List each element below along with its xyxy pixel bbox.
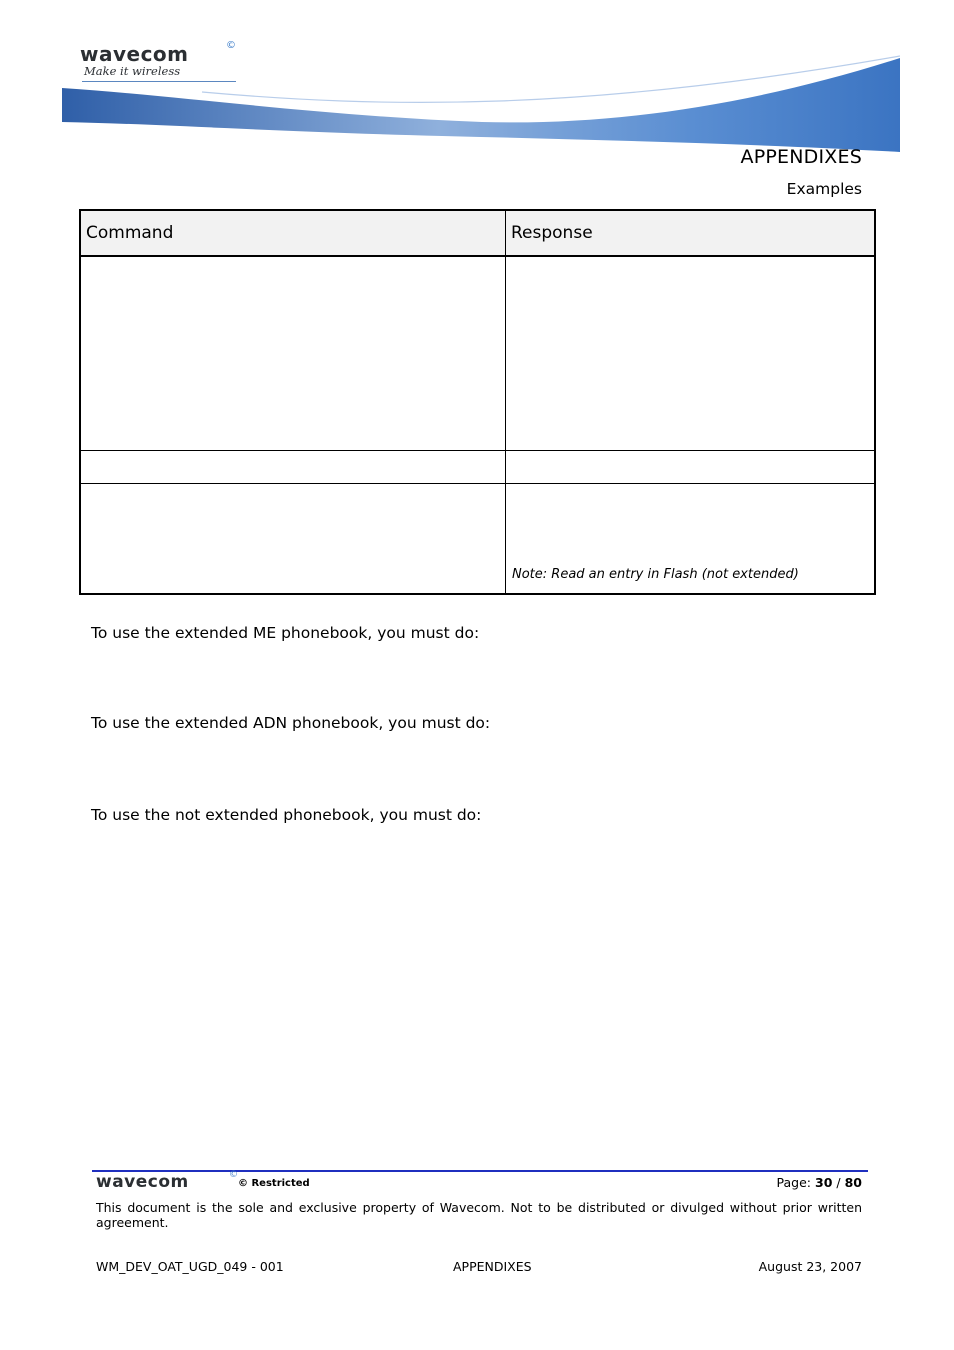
page-label: Page:: [776, 1175, 812, 1190]
header-divider: [81, 255, 874, 257]
logo-brand: wavecom: [80, 42, 189, 66]
row-divider: [81, 450, 874, 451]
column-header-command: Command: [81, 211, 505, 255]
logo-registered-mark: ©: [226, 40, 236, 51]
footer-restricted-label: © Restricted: [238, 1178, 310, 1189]
page-total: 80: [844, 1175, 862, 1190]
logo-tagline: Make it wireless: [84, 64, 181, 78]
footer-rule: [92, 1170, 868, 1172]
column-header-response: Response: [506, 211, 874, 255]
column-divider: [505, 211, 506, 593]
footer-logo: wavecom: [96, 1172, 189, 1192]
section-title: APPENDIXES: [740, 146, 862, 168]
paragraph-extended-adn: To use the extended ADN phonebook, you must do:: [91, 714, 491, 732]
paragraph-extended-me: To use the extended ME phonebook, you must do:: [91, 624, 480, 642]
footer-date: August 23, 2007: [758, 1259, 862, 1274]
footer-chapter: APPENDIXES: [453, 1259, 532, 1274]
subsection-title: Examples: [786, 180, 862, 198]
footer-confidentiality-notice: This document is the sole and exclusive property of Wavecom. Not to be distributed or divulged without prior written agreement.: [96, 1200, 862, 1230]
footer-document-id: WM_DEV_OAT_UGD_049 - 001: [96, 1259, 284, 1274]
page-current: 30: [815, 1175, 833, 1190]
header-swoosh-graphic: [62, 52, 900, 156]
footer-page-number: [777, 1175, 862, 1190]
paragraph-not-extended: To use the not extended phonebook, you must do:: [91, 806, 482, 824]
page-separator: /: [836, 1175, 841, 1190]
examples-table: [79, 209, 876, 595]
table-note: Note: Read an entry in Flash (not extended): [512, 567, 799, 582]
row-divider: [81, 483, 874, 484]
footer-registered-mark: ©: [229, 1170, 238, 1180]
